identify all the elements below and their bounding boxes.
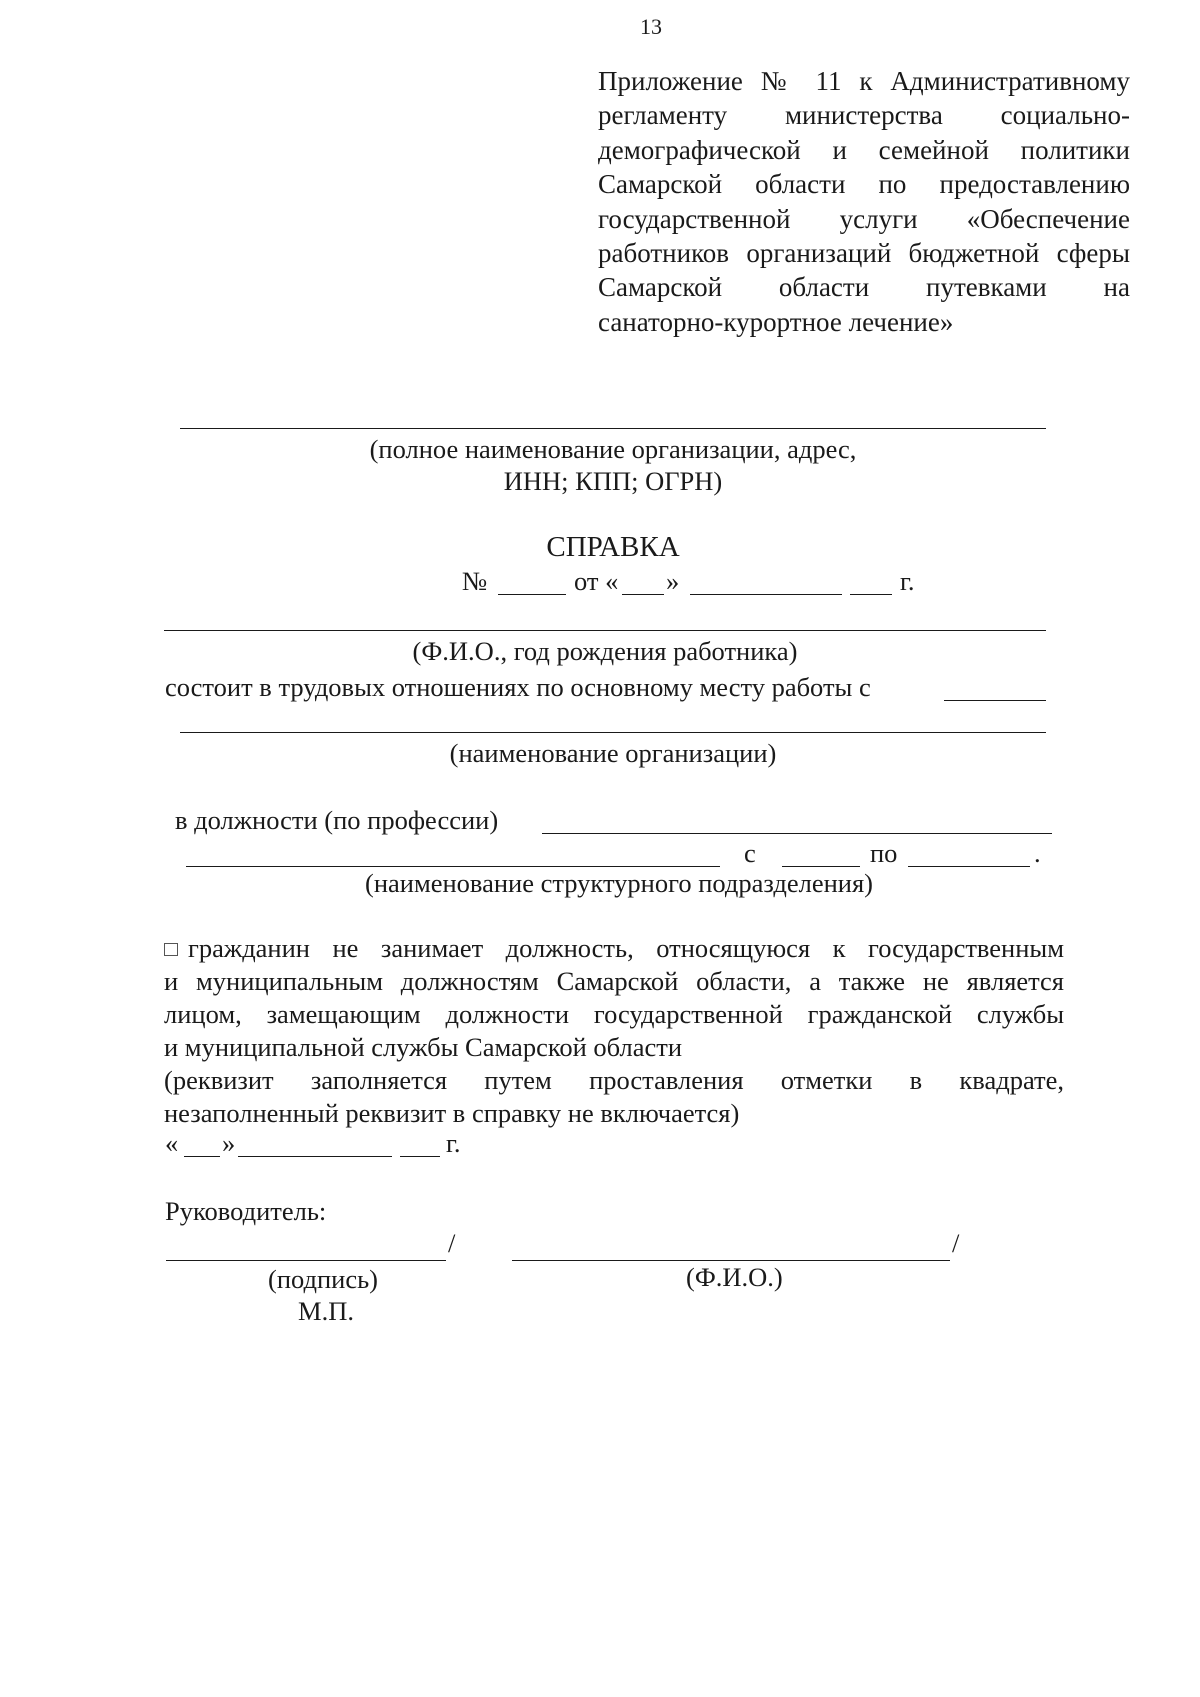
org-name-field[interactable] <box>180 428 1046 429</box>
certificate-title: СПРАВКА <box>546 531 680 563</box>
department-caption: (наименование структурного подразделения) <box>365 868 873 898</box>
period-end-dot: . <box>1034 838 1041 868</box>
declaration-text: гражданин не занимает должность, относящуюся к государственным <box>188 933 1064 963</box>
declaration-line <box>164 932 1064 965</box>
head-name-field[interactable] <box>512 1260 950 1261</box>
year-suffix: г. <box>900 566 915 596</box>
head-label: Руководитель: <box>165 1196 327 1226</box>
declaration-year-field[interactable] <box>400 1156 440 1157</box>
appendix-line: санаторно-курортное лечение» <box>598 306 954 337</box>
period-from-field[interactable] <box>782 866 860 867</box>
signature-slash: / <box>448 1228 456 1258</box>
organization-caption: (наименование организации) <box>449 738 777 768</box>
declaration-date-close: » <box>222 1128 236 1158</box>
appendix-line: государственной услуги «Обеспечение <box>598 203 1130 234</box>
period-from-label: с <box>744 838 756 868</box>
appendix-line: Приложение № 11 к Административному <box>598 66 1130 96</box>
name-slash: / <box>952 1228 960 1258</box>
declaration-line: и муниципальной службы Самарской области <box>164 1032 683 1062</box>
position-label: в должности (по профессии) <box>175 805 499 835</box>
position-field[interactable] <box>542 833 1052 834</box>
appendix-header <box>598 64 1130 339</box>
declaration-line: и муниципальным должностям Самарской области, а также не является <box>164 966 1064 996</box>
period-to-field[interactable] <box>908 866 1030 867</box>
appendix-line: регламенту министерства социально- <box>598 100 1130 131</box>
certificate-day-field[interactable] <box>622 594 664 595</box>
certificate-month-field[interactable] <box>690 594 842 595</box>
name-caption: (Ф.И.О.) <box>686 1262 783 1292</box>
declaration-block <box>164 932 1064 1130</box>
period-to-label: по <box>870 838 898 868</box>
employee-caption: (Ф.И.О., год рождения работника) <box>412 636 798 666</box>
appendix-line: Самарской области по предоставлению <box>598 169 1130 200</box>
certificate-number-field[interactable] <box>498 594 566 595</box>
appendix-line: Самарской области путевками на <box>598 272 1130 303</box>
organization-name-field[interactable] <box>180 732 1046 733</box>
signature-caption: (подпись) <box>268 1264 379 1294</box>
org-caption-line2: ИНН; КПП; ОГРН) <box>503 466 723 496</box>
number-sign: № <box>462 566 488 596</box>
org-caption-line1: (полное наименование организации, адрес, <box>369 434 857 464</box>
signature-field[interactable] <box>166 1260 446 1261</box>
declaration-line: лицом, замещающим должности государственной гражданской службы <box>164 999 1064 1029</box>
declaration-note-line: незаполненный реквизит в справку не включается) <box>164 1098 740 1128</box>
page-number: 13 <box>640 14 662 39</box>
date-from-label: от « <box>574 566 619 596</box>
declaration-day-field[interactable] <box>184 1156 220 1157</box>
declaration-month-field[interactable] <box>238 1156 392 1157</box>
date-quote-close: » <box>666 566 680 596</box>
employee-name-field[interactable] <box>164 630 1046 631</box>
stamp-label: М.П. <box>298 1296 354 1326</box>
employment-start-field[interactable] <box>944 700 1046 701</box>
appendix-line: демографической и семейной политики <box>598 134 1130 165</box>
declaration-checkbox[interactable] <box>164 943 178 956</box>
declaration-year-suffix: г. <box>446 1128 461 1158</box>
department-field[interactable] <box>186 866 720 867</box>
appendix-line: работников организаций бюджетной сферы <box>598 238 1130 269</box>
declaration-date-open: « <box>165 1128 179 1158</box>
employment-text: состоит в трудовых отношениях по основному месту работы с <box>165 672 871 702</box>
certificate-year-field[interactable] <box>850 594 892 595</box>
declaration-note-line: (реквизит заполняется путем проставления отметки в квадрате, <box>164 1065 1064 1095</box>
